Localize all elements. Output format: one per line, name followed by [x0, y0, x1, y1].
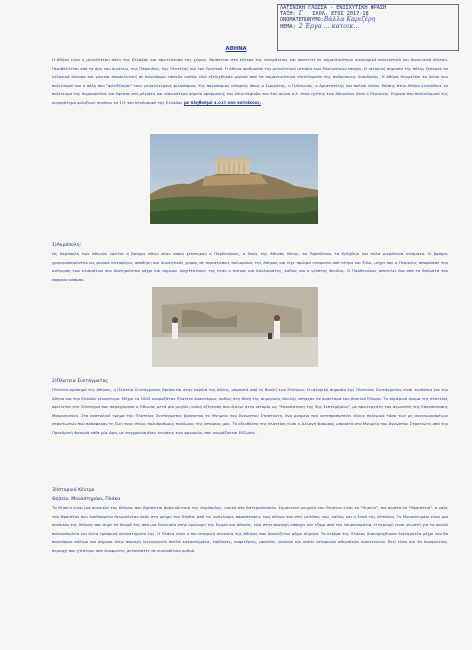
school-year: ΣΧΟΛ. ΕΤΟΣ 2017-18 [312, 11, 369, 18]
class-handwritten: Γ [298, 10, 304, 18]
topic-handwritten: 2 Έργα ... κατοικ... [298, 22, 360, 30]
intro-text: Η Αθήνα είναι η μεγαλύτερη πόλη της Ελλάδας και πρωτεύουσα της χώρας. Βρίσκεται στο κέντρο της επικράτειας και αποτελεί το σημαντικότερο οικονομικό πολιτιστικό και διοικητικό κέντρο. Περιβάλλεται από τα όρη του Αιγάλεω, της Πάρνηθας, της Πεντέλης και του Υμηττού. Η Αθήνα αριθμούσε την μεγαλύτερη ιστορία των Μυκηναϊκών εποχής. Η ιστορική σημασία της πόλης ξεπερνά τα ελληνικά σύνορα και γίνεται παρακλητική σε παγκόσμιο επίπεδο καθώς εδώ εξελίχθηκαν μερικά από τα σημαντικότερα επιτεύγματα της ανθρώπινης διανόησης. Η Αθήνα θεωρείται το λίκνο του πολιτισμού και η πόλη που "φιλοξένησε" τους μεγαλύτερους φιλοσόφους της παγκόσμιας ιστορίας όπως ο Σωκράτης, ο Πλάτωνας, ο Αριστοτέλης και πολλοί άλλοι. Επίσης στην Αθήνα γεννήθηκε το πολίτευμα της δημοκρατίας και έφτασε στη μέγιστη και ιδανικότερο σημείο εφαρμογής του στην περίοδο του 5ου αιώνα π.Χ. όταν ηγέτης των Αθηναίων ήταν ο Περικλής. Σήμερα στο πολεοδομικό της συγκρότημα φιλοξενεί περίπου το 1/3 του πληθυσμού της Ελλάδας [52, 57, 448, 105]
header-line-4 [278, 24, 458, 30]
section-1-heading: 1)Ακρόπολη: [52, 243, 82, 248]
name-handwritten: Βάλλα Καριζέρη [323, 16, 376, 24]
section-2-heading: 2)Πλατεία Συντάγματος [52, 379, 109, 384]
acropolis-photo [150, 134, 318, 224]
section-3-subheading: Θησείο, Μοναστηράκι, Πλάκα [52, 497, 121, 502]
unknown-soldier-photo [152, 287, 318, 367]
header-subject: ΛΑΤΙΝΙΚΗ ΓΛΩΣΣΑ - ΕΝΙΣΧΥΤΙΚΗ ΦΡΑΣΗ [280, 5, 387, 11]
student-info-box [277, 4, 459, 51]
section-1-text: Ως Ακρόπολη των Αθηνών νοείται ο βράχος πάνω στον οποίο χτίστηκαν ο Παρθενώνας, ο Ναός της Αθηνάς Νίκης, τα Προπύλαια, το Ερέχθειο και άλλα μικρότερα κτίσματα. Ο βράχος χρησιμοποιούνταν ως φυσικό καταφύγιο, αποθήκη και διοικητικός χώρος σε περιπτώσεις πολιορκίας της Αθήνας και είχε πρώιμα κτίσματα από πέτρα και ξύλο, μέχρι που ο Περικλής αποφάσισε την ανέγερση των κτισμάτων που διατηρούνται μέχρι και σήμερα. Αρχιτέκτονες της ήταν ο Ικτίνος και Καλλικράτης, καθώς και ο γλύπτης Φειδίας. Ο Παρθενώνας αποτελεί ένα από τα θαύματα του αρχαίου κόσμου. [52, 251, 448, 282]
intro-paragraph [52, 56, 448, 134]
page-title: ΑΘΗΝΑ [225, 46, 247, 52]
section-2-text: Πλατεία-ορόσημο της Αθήνας, η Πλατεία Συντάγματος βρίσκεται στην καρδιά της πόλης, μπροστά από τη Βουλή των Ελλήνων. Η ιστορική σημασία της Πλατείας Συντάγματος είναι τεράστια για την Αθήνα και την Ελλάδα γενικότερα. Μέχρι το 1843 ονομαζόταν Πλατεία Ανακτόρων, καθώς στη θέση της σημερινής Βουλής υπήρχαν τα ανάκτορα του βασιλιά Όθωνα. Το σημερινό όνομα της πλατείας οφείλεται στο Σύνταγμα που παραχώρησε ο Όθωνας μετά μία μεγάλη λαϊκή εξέγερση που έμεινε στην ιστορία ως "Επανάσταση της 3ης Σεπτεμβρίου", με πρωτεργάτη τον αγωνιστή της Επανάστασης Μακρυγιάννη. Στο ανατολικό τμήμα της Πλατείας Συντάγματος βρίσκεται το Μνημείο του Άγνωστου Στρατιώτη, ένα μνημείο που αντιπροσωπεύει όλους πολεμικά τόσο των μη αναγνωρισμένων στρατιωτών που πρόσφεραν τη ζωή τους στους πολυάριθμους πολέμους της ιστορίας μας. Το αξιοθέατο της πλατείας είναι η Αλλαγή Φρουράς μπροστά στο Μνημείο του Άγνωστου Στρατιώτη από την Προεδρική Φρουρά κάθε μία ώρα, με συγχρονισμένες κινήσεις των φρουρών, που ονομάζονται Εύζωνες. [52, 387, 448, 435]
section-3-heading: 3)Ιστορικό Κέντρο [52, 488, 95, 493]
name-label: ΟΝΟΜΑΤΕΠΩΝΥΜΟ: [280, 17, 324, 24]
section-3-text: Το Θησείο είναι μια συνοικία της Αθήνας που βρίσκεται βορειοδυτικά της Ακρόπολης, κοντά στο Αστεροσκοπείο. Σημαντικά μνημεία του Θησείου είναι το "Θησείο", πιο σωστά το "Ηφαίστειο", ο ναός του Ηφαίστου που λανθασμένα θεωρούνταν ναός στη μνήμη του Θησέα, από τις ανάγλυφες παραστάσεις των άθλων του στις μετόπες του, καθώς και η Στοά της Αττάλου. Το Μοναστηράκι είναι μια συνοικία της Αθήνας που πήρε το όνομά της από μια Εκκλησία στην ομώνυμη της Ερμού και Αθηνάς, ενώ στην περιοχή υπάρχει και τζαμί από την τουρκοκρατία. Η περιοχή είναι γνωστή για τα πολλά παλαιοπωλεία και άλλα εμπορικά καταστήματα της. Η Πλάκα είναι η πιο ιστορική συνοικία της Αθήνας που διασώζεται μέχρι σήμερα. Το κτίσμα της Πλάκας διακηρύχθηκαν διατηρητέα μέχρι τον 8ο παγκόσμιο πόλεμο και σήμερα στην περιοχή λειτουργούν πολλά καταστήματα, ταβέρνες, καφετέριες, μουσεία, γκαλερί και οπότε ιστορικών αθηναϊκών οικογενειών. Εκεί είναι και τα Αναφιώτικα, περιοχή που χτίστηκε από Αναφιώτες μετανάστες σε κυκλαδίτικο ρυθμό. [52, 505, 448, 553]
intro-emphasis: με πληθυσμό 4.017.000 κατοίκους. [184, 99, 262, 105]
class-label: ΤΑΞΗ: [280, 11, 296, 18]
topic-label: ΘΕΜΑ: [280, 23, 296, 30]
